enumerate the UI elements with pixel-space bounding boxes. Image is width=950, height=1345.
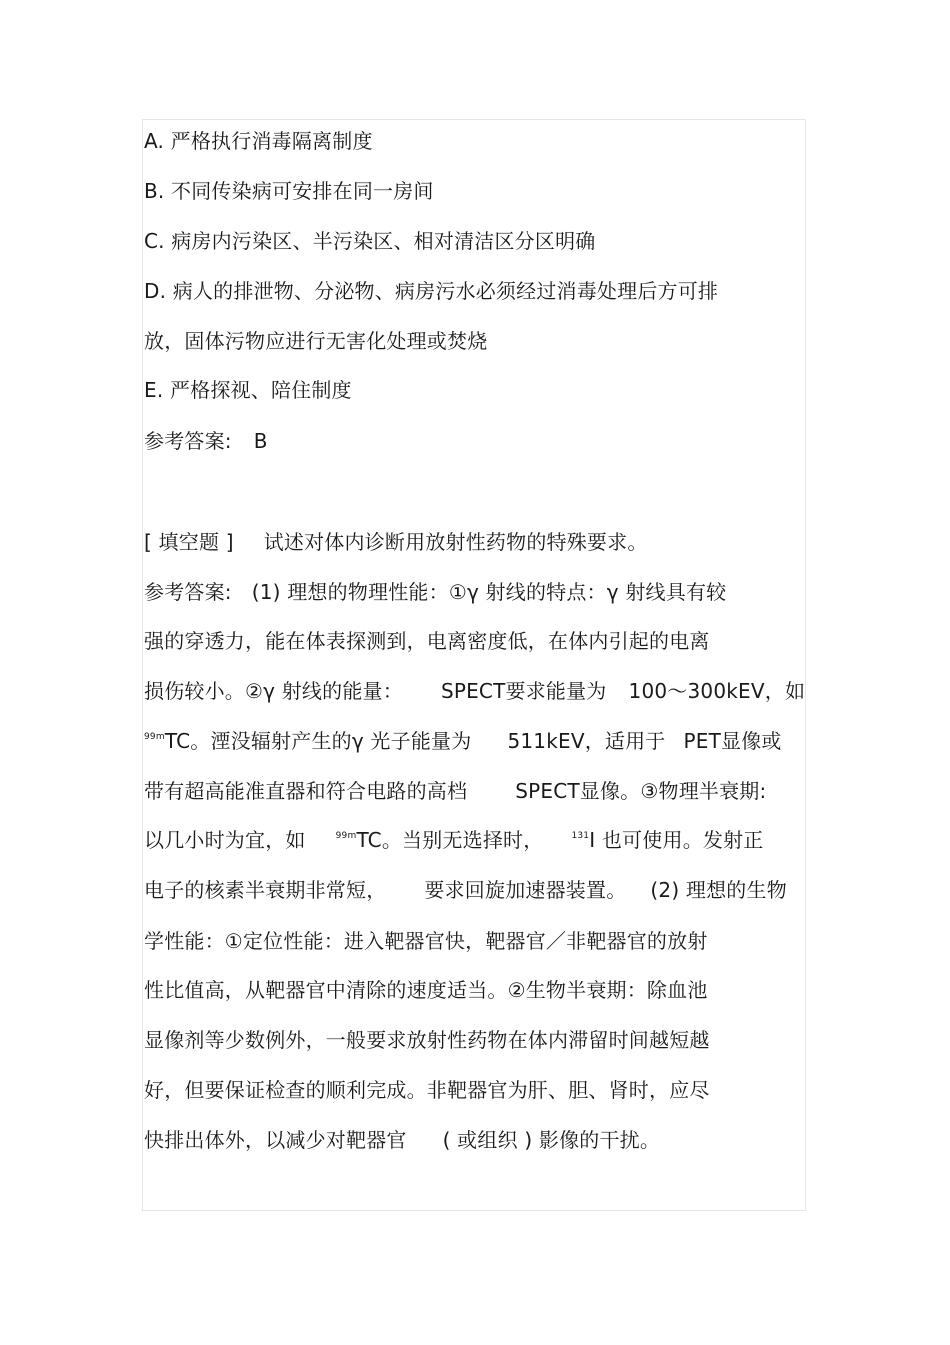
isotope-superscript: 131 bbox=[571, 831, 590, 841]
option-e: E. 严格探视、陪住制度 bbox=[144, 378, 352, 402]
answer-line-12: 快排出体外，以减少对靶器官 ( 或组织 ) 影像的干扰。 bbox=[144, 1128, 661, 1152]
answer-label: 参考答案: bbox=[144, 429, 232, 453]
option-b: B. 不同传染病可安排在同一房间 bbox=[144, 179, 434, 203]
option-d: D. 病人的排泄物、分泌物、病房污水必须经过消毒处理后方可排 bbox=[144, 279, 719, 303]
answer-line-9: 性比值高，从靶器官中清除的速度适当。②生物半衰期：除血池 bbox=[144, 978, 708, 1002]
option-d-continued: 放，固体污物应进行无害化处理或焚烧 bbox=[144, 329, 488, 353]
answer-line-5: 带有超高能准直器和符合电路的高档 SPECT显像。③物理半衰期: bbox=[144, 779, 767, 803]
answer-line-1: 参考答案: (1) 理想的物理性能：①γ 射线的特点：γ 射线具有较 bbox=[144, 580, 727, 604]
answer-line-3: 损伤较小。②γ 射线的能量： SPECT要求能量为 100～300kEV，如 bbox=[144, 679, 806, 703]
answer-label: 参考答案: bbox=[144, 580, 232, 604]
isotope-superscript: 99m bbox=[335, 831, 357, 841]
choice-answer-line bbox=[144, 428, 268, 454]
answer-line-7: 电子的核素半衰期非常短， 要求回旋加速器装置。 (2) 理想的生物 bbox=[144, 878, 787, 902]
answer-value: B bbox=[253, 429, 268, 453]
option-c: C. 病房内污染区、半污染区、相对清洁区分区明确 bbox=[144, 229, 596, 253]
answer-line-6: 以几小时为宜，如 $^{99m}$TC。当别无选择时， $^{131}$I 也可使用。发射正 bbox=[144, 828, 764, 852]
option-a: A. 严格执行消毒隔离制度 bbox=[144, 129, 373, 153]
question-prompt: 试述对体内诊断用放射性药物的特殊要求。 bbox=[263, 530, 648, 554]
isotope-superscript: 99m bbox=[144, 732, 165, 742]
answer-line-11: 好，但要保证检查的顺利完成。非靶器官为肝、胆、肾时，应尽 bbox=[144, 1078, 710, 1102]
answer-line-4: $^{99m}$TC。湮没辐射产生的γ 光子能量为 511kEV，适用于 PET显像或 bbox=[144, 729, 782, 753]
question-type-label: [ 填空题 ] bbox=[144, 530, 234, 554]
answer-line-8: 学性能：①定位性能：进入靶器官快，靶器官／非靶器官的放射 bbox=[144, 929, 708, 953]
answer-line-2: 强的穿透力，能在体表探测到，电离密度低，在体内引起的电离 bbox=[144, 629, 710, 653]
answer-line-10: 显像剂等少数例外，一般要求放射性药物在体内滞留时间越短越 bbox=[144, 1028, 710, 1052]
question-header bbox=[144, 529, 648, 555]
